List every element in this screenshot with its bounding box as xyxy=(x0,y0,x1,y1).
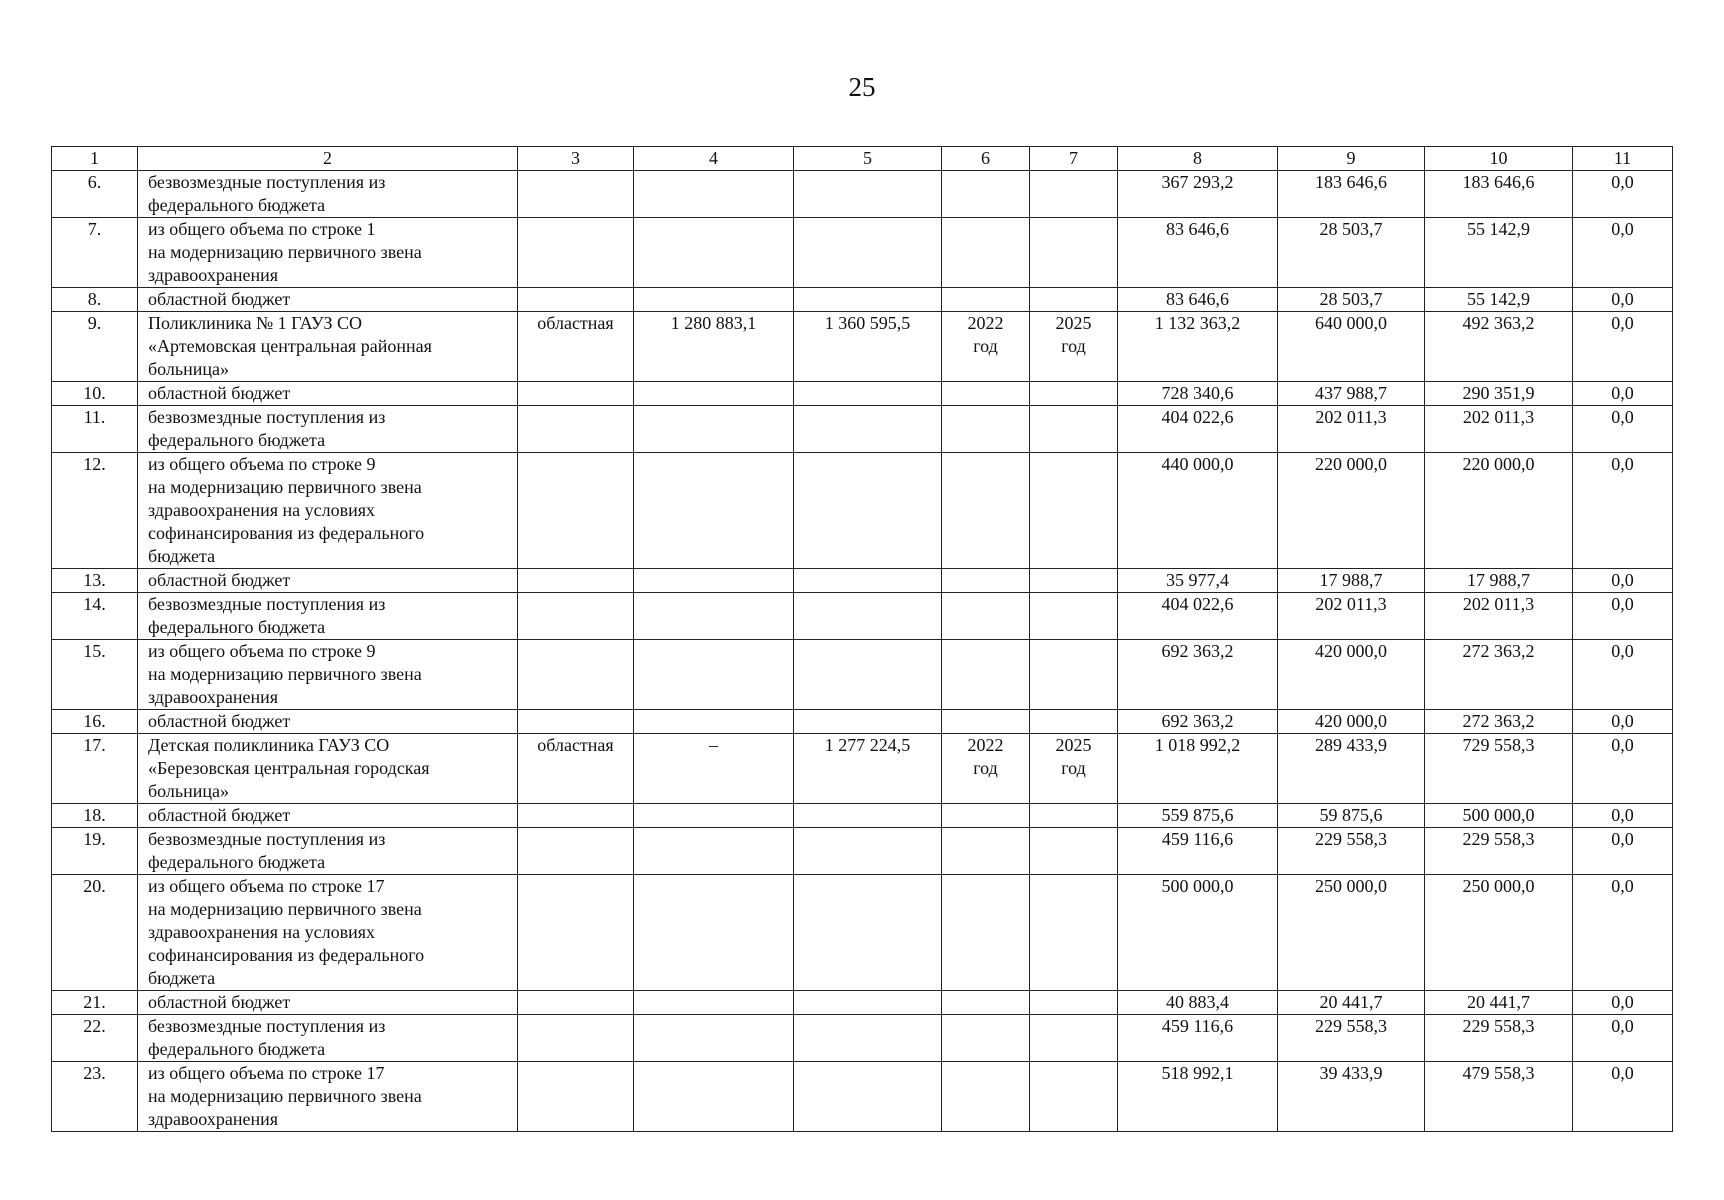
start-year-cell xyxy=(942,710,1030,734)
table-header-row xyxy=(52,147,1673,171)
table-row xyxy=(52,1015,1673,1062)
col-10-cell: 202 011,3 xyxy=(1425,406,1573,453)
col-5-cell xyxy=(794,828,942,875)
col-8-cell: 83 646,6 xyxy=(1118,218,1278,288)
budget-level-cell xyxy=(518,991,634,1015)
col-11-cell: 0,0 xyxy=(1573,875,1673,991)
col-5-cell xyxy=(794,710,942,734)
col-11-cell: 0,0 xyxy=(1573,288,1673,312)
col-5-cell xyxy=(794,804,942,828)
col-11-cell: 0,0 xyxy=(1573,1015,1673,1062)
col-5-cell xyxy=(794,569,942,593)
start-year-cell xyxy=(942,640,1030,710)
col-8-cell: 692 363,2 xyxy=(1118,640,1278,710)
col-9-cell: 420 000,0 xyxy=(1278,710,1425,734)
table-row xyxy=(52,288,1673,312)
col-10-cell: 500 000,0 xyxy=(1425,804,1573,828)
column-header: 9 xyxy=(1278,147,1425,171)
table-row xyxy=(52,312,1673,382)
col-9-cell: 17 988,7 xyxy=(1278,569,1425,593)
table-row xyxy=(52,1062,1673,1132)
col-9-cell: 202 011,3 xyxy=(1278,593,1425,640)
end-year-cell xyxy=(1030,1015,1118,1062)
table-row xyxy=(52,382,1673,406)
budget-level-cell xyxy=(518,1015,634,1062)
col-8-cell: 440 000,0 xyxy=(1118,453,1278,569)
end-year-cell xyxy=(1030,569,1118,593)
item-name-cell: безвозмездные поступления из федерального бюджета xyxy=(138,406,518,453)
col-9-cell: 28 503,7 xyxy=(1278,288,1425,312)
item-name-cell: из общего объема по строке 17 на модернизацию первичного звена здравоохранения xyxy=(138,1062,518,1132)
col-10-cell: 202 011,3 xyxy=(1425,593,1573,640)
table-row xyxy=(52,804,1673,828)
table-row xyxy=(52,734,1673,804)
start-year-cell xyxy=(942,991,1030,1015)
budget-level-cell xyxy=(518,1062,634,1132)
start-year-cell xyxy=(942,828,1030,875)
col-5-cell xyxy=(794,218,942,288)
start-year-cell xyxy=(942,288,1030,312)
col-8-cell: 40 883,4 xyxy=(1118,991,1278,1015)
col-10-cell: 250 000,0 xyxy=(1425,875,1573,991)
budget-level-cell xyxy=(518,569,634,593)
row-number-cell: 23. xyxy=(52,1062,138,1132)
table-row xyxy=(52,171,1673,218)
row-number-cell: 17. xyxy=(52,734,138,804)
col-9-cell: 183 646,6 xyxy=(1278,171,1425,218)
end-year-cell xyxy=(1030,453,1118,569)
start-year-cell xyxy=(942,1015,1030,1062)
column-header: 5 xyxy=(794,147,942,171)
col-9-cell: 289 433,9 xyxy=(1278,734,1425,804)
col-5-cell xyxy=(794,288,942,312)
start-year-cell xyxy=(942,875,1030,991)
budget-level-cell xyxy=(518,382,634,406)
col-4-cell xyxy=(634,593,794,640)
col-5-cell xyxy=(794,1015,942,1062)
col-9-cell: 420 000,0 xyxy=(1278,640,1425,710)
column-header: 10 xyxy=(1425,147,1573,171)
col-10-cell: 729 558,3 xyxy=(1425,734,1573,804)
col-5-cell xyxy=(794,382,942,406)
col-8-cell: 367 293,2 xyxy=(1118,171,1278,218)
row-number-cell: 18. xyxy=(52,804,138,828)
table-row xyxy=(52,453,1673,569)
page-number: 25 xyxy=(848,72,876,102)
col-5-cell xyxy=(794,991,942,1015)
col-11-cell: 0,0 xyxy=(1573,640,1673,710)
col-4-cell xyxy=(634,804,794,828)
table-row xyxy=(52,218,1673,288)
item-name-cell: безвозмездные поступления из федерального бюджета xyxy=(138,593,518,640)
item-name-cell: областной бюджет xyxy=(138,569,518,593)
col-11-cell: 0,0 xyxy=(1573,453,1673,569)
end-year-cell: 2025 год xyxy=(1030,734,1118,804)
budget-level-cell xyxy=(518,804,634,828)
col-8-cell: 404 022,6 xyxy=(1118,406,1278,453)
col-8-cell: 518 992,1 xyxy=(1118,1062,1278,1132)
item-name-cell: из общего объема по строке 1 на модернизацию первичного звена здравоохранения xyxy=(138,218,518,288)
col-10-cell: 272 363,2 xyxy=(1425,640,1573,710)
col-4-cell xyxy=(634,218,794,288)
table-row xyxy=(52,406,1673,453)
budget-level-cell xyxy=(518,453,634,569)
item-name-cell: Поликлиника № 1 ГАУЗ СО «Артемовская центральная районная больница» xyxy=(138,312,518,382)
row-number-cell: 13. xyxy=(52,569,138,593)
col-8-cell: 500 000,0 xyxy=(1118,875,1278,991)
col-4-cell xyxy=(634,453,794,569)
item-name-cell: областной бюджет xyxy=(138,804,518,828)
row-number-cell: 9. xyxy=(52,312,138,382)
item-name-cell: областной бюджет xyxy=(138,710,518,734)
row-number-cell: 19. xyxy=(52,828,138,875)
col-11-cell: 0,0 xyxy=(1573,734,1673,804)
col-10-cell: 492 363,2 xyxy=(1425,312,1573,382)
item-name-cell: Детская поликлиника ГАУЗ СО «Березовская центральная городская больница» xyxy=(138,734,518,804)
col-10-cell: 479 558,3 xyxy=(1425,1062,1573,1132)
item-name-cell: безвозмездные поступления из федерального бюджета xyxy=(138,828,518,875)
end-year-cell xyxy=(1030,171,1118,218)
col-9-cell: 229 558,3 xyxy=(1278,1015,1425,1062)
column-header: 6 xyxy=(942,147,1030,171)
budget-level-cell xyxy=(518,218,634,288)
col-4-cell xyxy=(634,406,794,453)
end-year-cell xyxy=(1030,406,1118,453)
col-10-cell: 272 363,2 xyxy=(1425,710,1573,734)
end-year-cell xyxy=(1030,593,1118,640)
column-header: 8 xyxy=(1118,147,1278,171)
row-number-cell: 8. xyxy=(52,288,138,312)
col-10-cell: 17 988,7 xyxy=(1425,569,1573,593)
col-4-cell xyxy=(634,828,794,875)
col-8-cell: 1 018 992,2 xyxy=(1118,734,1278,804)
table-row xyxy=(52,640,1673,710)
start-year-cell xyxy=(942,218,1030,288)
row-number-cell: 7. xyxy=(52,218,138,288)
col-8-cell: 559 875,6 xyxy=(1118,804,1278,828)
col-5-cell xyxy=(794,1062,942,1132)
item-name-cell: из общего объема по строке 17 на модернизацию первичного звена здравоохранения на условиях софинансирования из федерального бюджета xyxy=(138,875,518,991)
item-name-cell: из общего объема по строке 9 на модернизацию первичного звена здравоохранения на условиях софинансирования из федерального бюджета xyxy=(138,453,518,569)
col-9-cell: 28 503,7 xyxy=(1278,218,1425,288)
column-header: 3 xyxy=(518,147,634,171)
row-number-cell: 20. xyxy=(52,875,138,991)
item-name-cell: областной бюджет xyxy=(138,382,518,406)
col-5-cell xyxy=(794,453,942,569)
col-4-cell: 1 280 883,1 xyxy=(634,312,794,382)
col-9-cell: 59 875,6 xyxy=(1278,804,1425,828)
col-4-cell xyxy=(634,710,794,734)
col-8-cell: 404 022,6 xyxy=(1118,593,1278,640)
row-number-cell: 21. xyxy=(52,991,138,1015)
budget-level-cell: областная xyxy=(518,312,634,382)
end-year-cell xyxy=(1030,1062,1118,1132)
end-year-cell xyxy=(1030,875,1118,991)
col-4-cell xyxy=(634,1062,794,1132)
col-5-cell xyxy=(794,171,942,218)
table-row xyxy=(52,991,1673,1015)
col-9-cell: 39 433,9 xyxy=(1278,1062,1425,1132)
col-9-cell: 229 558,3 xyxy=(1278,828,1425,875)
col-11-cell: 0,0 xyxy=(1573,218,1673,288)
col-11-cell: 0,0 xyxy=(1573,406,1673,453)
budget-level-cell: областная xyxy=(518,734,634,804)
budget-level-cell xyxy=(518,875,634,991)
col-10-cell: 220 000,0 xyxy=(1425,453,1573,569)
start-year-cell xyxy=(942,804,1030,828)
col-10-cell: 183 646,6 xyxy=(1425,171,1573,218)
col-8-cell: 459 116,6 xyxy=(1118,828,1278,875)
row-number-cell: 16. xyxy=(52,710,138,734)
row-number-cell: 15. xyxy=(52,640,138,710)
start-year-cell xyxy=(942,406,1030,453)
col-5-cell xyxy=(794,640,942,710)
table-row xyxy=(52,875,1673,991)
col-11-cell: 0,0 xyxy=(1573,1062,1673,1132)
row-number-cell: 22. xyxy=(52,1015,138,1062)
column-header: 11 xyxy=(1573,147,1673,171)
item-name-cell: областной бюджет xyxy=(138,991,518,1015)
col-4-cell xyxy=(634,569,794,593)
start-year-cell: 2022 год xyxy=(942,734,1030,804)
table-row xyxy=(52,569,1673,593)
col-9-cell: 220 000,0 xyxy=(1278,453,1425,569)
row-number-cell: 10. xyxy=(52,382,138,406)
start-year-cell xyxy=(942,382,1030,406)
col-11-cell: 0,0 xyxy=(1573,804,1673,828)
end-year-cell xyxy=(1030,640,1118,710)
col-9-cell: 437 988,7 xyxy=(1278,382,1425,406)
col-8-cell: 1 132 363,2 xyxy=(1118,312,1278,382)
column-header: 2 xyxy=(138,147,518,171)
start-year-cell xyxy=(942,453,1030,569)
budget-level-cell xyxy=(518,640,634,710)
col-10-cell: 20 441,7 xyxy=(1425,991,1573,1015)
col-5-cell xyxy=(794,593,942,640)
col-10-cell: 55 142,9 xyxy=(1425,218,1573,288)
budget-level-cell xyxy=(518,593,634,640)
col-11-cell: 0,0 xyxy=(1573,382,1673,406)
col-10-cell: 229 558,3 xyxy=(1425,828,1573,875)
col-9-cell: 250 000,0 xyxy=(1278,875,1425,991)
end-year-cell xyxy=(1030,991,1118,1015)
col-9-cell: 640 000,0 xyxy=(1278,312,1425,382)
col-11-cell: 0,0 xyxy=(1573,593,1673,640)
col-10-cell: 290 351,9 xyxy=(1425,382,1573,406)
row-number-cell: 6. xyxy=(52,171,138,218)
col-4-cell xyxy=(634,171,794,218)
budget-level-cell xyxy=(518,828,634,875)
row-number-cell: 14. xyxy=(52,593,138,640)
start-year-cell xyxy=(942,1062,1030,1132)
column-header: 1 xyxy=(52,147,138,171)
start-year-cell: 2022 год xyxy=(942,312,1030,382)
col-4-cell xyxy=(634,875,794,991)
col-9-cell: 20 441,7 xyxy=(1278,991,1425,1015)
col-5-cell xyxy=(794,875,942,991)
table-row xyxy=(52,710,1673,734)
item-name-cell: областной бюджет xyxy=(138,288,518,312)
end-year-cell xyxy=(1030,804,1118,828)
col-4-cell xyxy=(634,382,794,406)
budget-table xyxy=(51,146,1673,1132)
col-8-cell: 728 340,6 xyxy=(1118,382,1278,406)
col-4-cell xyxy=(634,640,794,710)
col-10-cell: 229 558,3 xyxy=(1425,1015,1573,1062)
budget-level-cell xyxy=(518,288,634,312)
end-year-cell xyxy=(1030,218,1118,288)
end-year-cell: 2025 год xyxy=(1030,312,1118,382)
end-year-cell xyxy=(1030,710,1118,734)
col-4-cell xyxy=(634,1015,794,1062)
col-8-cell: 83 646,6 xyxy=(1118,288,1278,312)
start-year-cell xyxy=(942,593,1030,640)
col-11-cell: 0,0 xyxy=(1573,710,1673,734)
table-row xyxy=(52,593,1673,640)
col-10-cell: 55 142,9 xyxy=(1425,288,1573,312)
item-name-cell: безвозмездные поступления из федерального бюджета xyxy=(138,171,518,218)
col-5-cell: 1 360 595,5 xyxy=(794,312,942,382)
col-9-cell: 202 011,3 xyxy=(1278,406,1425,453)
table-row xyxy=(52,828,1673,875)
budget-level-cell xyxy=(518,406,634,453)
col-11-cell: 0,0 xyxy=(1573,569,1673,593)
budget-level-cell xyxy=(518,171,634,218)
budget-level-cell xyxy=(518,710,634,734)
col-4-cell xyxy=(634,991,794,1015)
col-4-cell: – xyxy=(634,734,794,804)
col-8-cell: 459 116,6 xyxy=(1118,1015,1278,1062)
end-year-cell xyxy=(1030,288,1118,312)
end-year-cell xyxy=(1030,828,1118,875)
item-name-cell: из общего объема по строке 9 на модернизацию первичного звена здравоохранения xyxy=(138,640,518,710)
col-11-cell: 0,0 xyxy=(1573,991,1673,1015)
col-4-cell xyxy=(634,288,794,312)
row-number-cell: 12. xyxy=(52,453,138,569)
col-11-cell: 0,0 xyxy=(1573,171,1673,218)
col-11-cell: 0,0 xyxy=(1573,312,1673,382)
col-8-cell: 692 363,2 xyxy=(1118,710,1278,734)
col-11-cell: 0,0 xyxy=(1573,828,1673,875)
col-5-cell: 1 277 224,5 xyxy=(794,734,942,804)
start-year-cell xyxy=(942,171,1030,218)
column-header: 4 xyxy=(634,147,794,171)
col-8-cell: 35 977,4 xyxy=(1118,569,1278,593)
row-number-cell: 11. xyxy=(52,406,138,453)
item-name-cell: безвозмездные поступления из федерального бюджета xyxy=(138,1015,518,1062)
column-header: 7 xyxy=(1030,147,1118,171)
end-year-cell xyxy=(1030,382,1118,406)
start-year-cell xyxy=(942,569,1030,593)
col-5-cell xyxy=(794,406,942,453)
